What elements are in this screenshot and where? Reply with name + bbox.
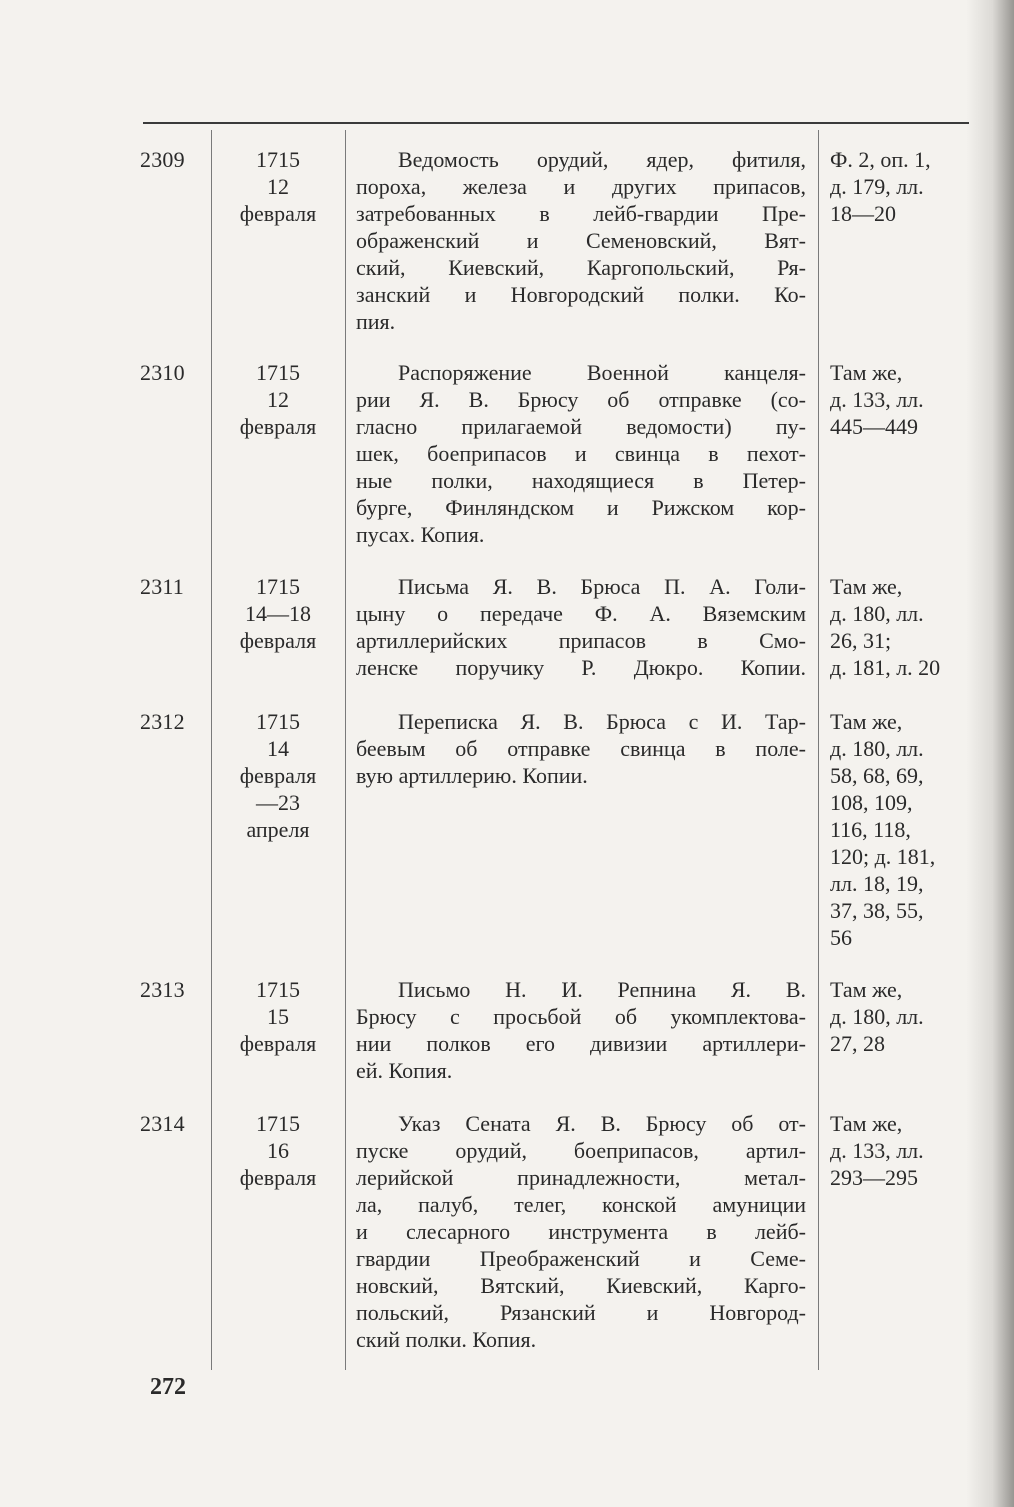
entry-description: Ведомость орудий, ядер, фитиля, пороха, железа и других припасов, затребованных в лейб-гвардии Пре- ображенский и Семеновский, Вят- ский, Киевский, Каргопольский, Ря- занский и Новгородский полки. Ко- пия. [356, 147, 806, 334]
entry-reference: Там же, д. 133, лл. 293—295 [830, 1111, 924, 1190]
column-divider-number [211, 130, 212, 1370]
entry-description: Письма Я. В. Брюса П. А. Голи- цыну о передаче Ф. А. Вяземским артиллерийских припасов в Смо- ленске поручику Р. Дюкро. Копии. [356, 574, 806, 680]
entry-date: 1715 15 февраля [239, 977, 317, 1056]
entry-description: Указ Сената Я. В. Брюсу об от- пуске орудий, боеприпасов, артил- лерийской принадлежности, метал- ла, палуб, телег, конской амуниции и слесарного инструмента в лейб- гвардии Преображенский и Семе- новский, Вятский, Киевский, Карго- польский, Рязанский и Новгород- ский полки. Копия. [356, 1111, 806, 1352]
entry-number: 2310 [140, 360, 185, 385]
entry-date: 1715 14 февраля —23 апреля [239, 709, 317, 842]
entry-reference: Ф. 2, оп. 1, д. 179, лл. 18—20 [830, 147, 931, 226]
entry-date: 1715 16 февраля [239, 1111, 317, 1190]
entry-date: 1715 12 февраля [239, 147, 317, 226]
entry-description: Письмо Н. И. Репнина Я. В. Брюсу с просьбой об укомплектова- нии полков его дивизии артиллери- ей. Копия. [356, 977, 806, 1083]
entry-reference: Там же, д. 180, лл. 27, 28 [830, 977, 924, 1056]
entry-description: Переписка Я. В. Брюса с И. Тар- беевым об отправке свинца в поле- вую артиллерию. Копии. [356, 709, 806, 788]
entry-date: 1715 14—18 февраля [239, 574, 317, 653]
column-divider-date [345, 130, 346, 1370]
entry-reference: Там же, д. 180, лл. 26, 31; д. 181, л. 20 [830, 574, 941, 680]
entry-date: 1715 12 февраля [239, 360, 317, 439]
table-top-rule [143, 122, 969, 124]
entry-description: Распоряжение Военной канцеля- рии Я. В. Брюсу об отправке (со- гласно прилагаемой ведомости) пу- шек, боеприпасов и свинца в пехот- ные полки, находящиеся в Петер- бурге, Финляндском и Рижском кор- пусах. Копия. [356, 360, 806, 547]
entry-number: 2309 [140, 147, 185, 172]
column-divider-description [818, 130, 819, 1370]
entry-reference: Там же, д. 133, лл. 445—449 [830, 360, 924, 439]
entry-number: 2311 [140, 574, 184, 599]
entry-number: 2313 [140, 977, 185, 1002]
entry-number: 2312 [140, 709, 185, 734]
entry-reference: Там же, д. 180, лл. 58, 68, 69, 108, 109, 116, 118, 120; д. 181, лл. 18, 19, 37, 38, 55, 56 [830, 709, 936, 950]
entry-number: 2314 [140, 1111, 185, 1136]
page-number: 272 [150, 1374, 186, 1400]
